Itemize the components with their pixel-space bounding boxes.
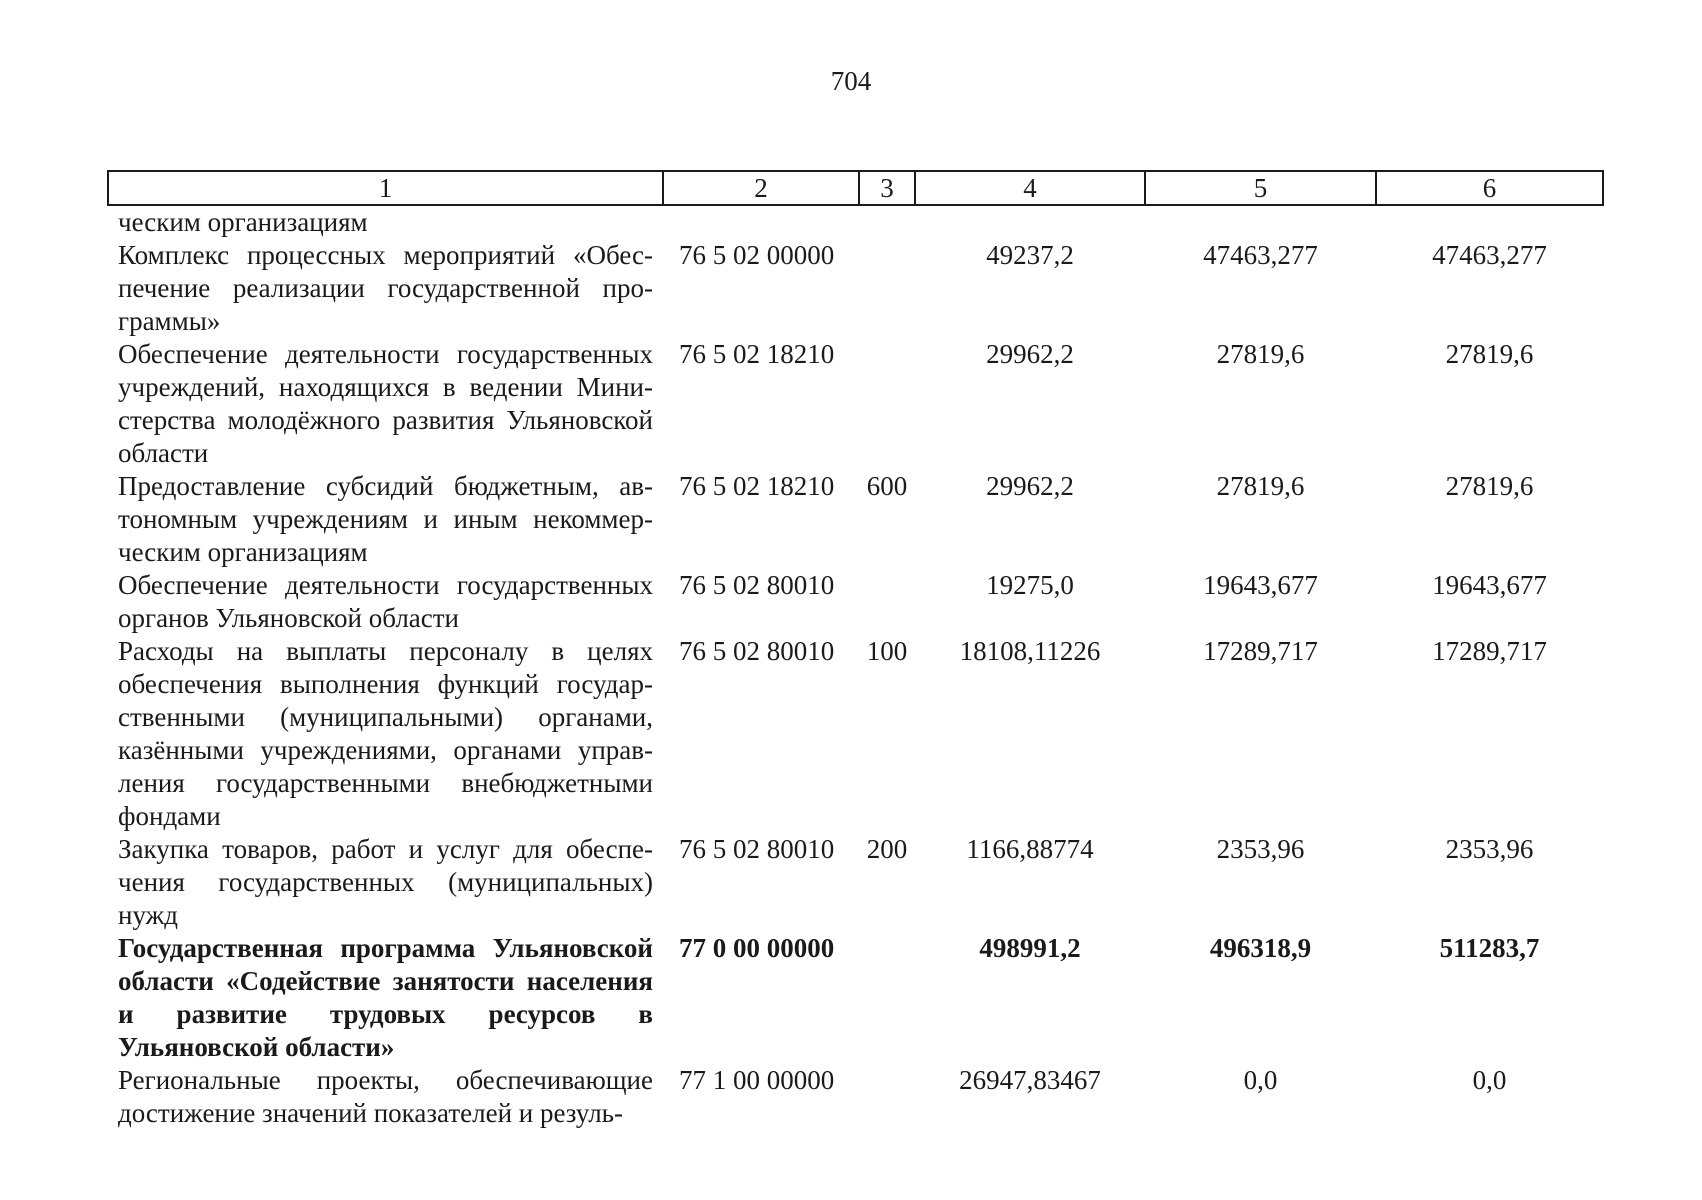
column-header-5: 5 [1145, 171, 1376, 205]
row-value-4: 29962,2 [986, 339, 1074, 369]
column-header-6: 6 [1376, 171, 1603, 205]
row-value-6: 27819,6 [1445, 339, 1534, 369]
table-row [108, 932, 1603, 1064]
row-expense-type: 600 [866, 471, 908, 501]
row-expense-type [859, 932, 915, 1064]
row-value-4: 29962,2 [986, 471, 1074, 501]
row-value-5: 27819,6 [1216, 471, 1305, 501]
column-header-1: 1 [108, 171, 663, 205]
row-value-4 [915, 205, 1145, 239]
row-name: Закупка товаров, работ и услуг для обеспечения государственных (муниципальных) нужд [118, 834, 653, 930]
row-expense-type: 200 [866, 834, 908, 864]
row-value-4: 26947,83467 [959, 1065, 1101, 1095]
row-name: Расходы на выплаты персоналу в целях обеспечения выполнения функций государственными (муниципальными) органами, казёнными учреждениями, органами управления государственными внебюджетными фондами [118, 636, 653, 831]
row-value-5: 0,0 [1243, 1065, 1278, 1095]
row-code: 76 5 02 80010 [679, 636, 835, 666]
row-value-4: 498991,2 [979, 933, 1081, 963]
column-header-4: 4 [915, 171, 1145, 205]
row-value-5: 496318,9 [1209, 933, 1312, 963]
table-row [108, 1064, 1603, 1130]
row-value-5: 17289,717 [1203, 636, 1318, 666]
row-name: Предоставление субсидий бюджетным, автономным учреждениям и иным некоммерческим организациям [118, 471, 653, 567]
row-value-6: 19643,677 [1432, 570, 1547, 600]
row-value-6: 511283,7 [1439, 933, 1540, 963]
row-code [663, 205, 859, 239]
row-expense-type [859, 338, 915, 470]
row-name: Региональные проекты, обеспечивающие достижение значений показателей и резуль- [118, 1065, 653, 1128]
table-row [108, 239, 1603, 338]
row-value-5: 2353,96 [1216, 834, 1305, 864]
row-value-4: 1166,88774 [966, 834, 1094, 864]
row-code: 77 1 00 00000 [679, 1065, 835, 1095]
row-value-4: 18108,11226 [959, 636, 1101, 666]
row-value-6: 47463,277 [1432, 240, 1547, 270]
column-header-2: 2 [663, 171, 859, 205]
row-value-5: 27819,6 [1216, 339, 1305, 369]
row-name: ческим организациям [118, 207, 368, 237]
row-value-5: 47463,277 [1203, 240, 1318, 270]
table-row [108, 833, 1603, 932]
row-value-6: 17289,717 [1432, 636, 1547, 666]
row-expense-type [859, 239, 915, 338]
row-name: Государственная программа Ульяновской области «Содействие занятости населения и развитие трудовых ресурсов в Ульяновской области» [118, 933, 653, 1062]
row-code: 76 5 02 80010 [679, 570, 835, 600]
row-expense-type [859, 1064, 915, 1130]
table-header [108, 171, 1603, 205]
row-value-5: 19643,677 [1203, 570, 1318, 600]
row-code: 76 5 02 18210 [679, 471, 835, 501]
row-value-6: 27819,6 [1445, 471, 1534, 501]
row-value-6 [1376, 205, 1603, 239]
row-code: 77 0 00 00000 [679, 933, 835, 963]
budget-table [107, 170, 1604, 1130]
row-expense-type: 100 [866, 636, 908, 666]
row-value-5 [1145, 205, 1376, 239]
row-code: 76 5 02 18210 [679, 339, 835, 369]
row-value-4: 19275,0 [986, 570, 1074, 600]
table-row [108, 569, 1603, 635]
row-code: 76 5 02 80010 [679, 834, 835, 864]
row-name: Комплекс процессных мероприятий «Обеспечение реализации государственной программы» [118, 240, 653, 336]
table-row [108, 470, 1603, 569]
row-name: Обеспечение деятельности государственных органов Ульяновской области [118, 570, 653, 633]
table-row [108, 205, 1603, 239]
column-header-3: 3 [859, 171, 915, 205]
table-row [108, 635, 1603, 833]
row-value-6: 2353,96 [1445, 834, 1534, 864]
row-name: Обеспечение деятельности государственных учреждений, находящихся в ведении Министерства молодёжного развития Ульяновской области [118, 339, 653, 468]
table-row [108, 338, 1603, 470]
row-value-4: 49237,2 [986, 240, 1074, 270]
row-value-6: 0,0 [1472, 1065, 1507, 1095]
row-expense-type [859, 569, 915, 635]
row-expense-type [859, 205, 915, 239]
page-number: 704 [830, 66, 872, 96]
row-code: 76 5 02 00000 [679, 240, 835, 270]
